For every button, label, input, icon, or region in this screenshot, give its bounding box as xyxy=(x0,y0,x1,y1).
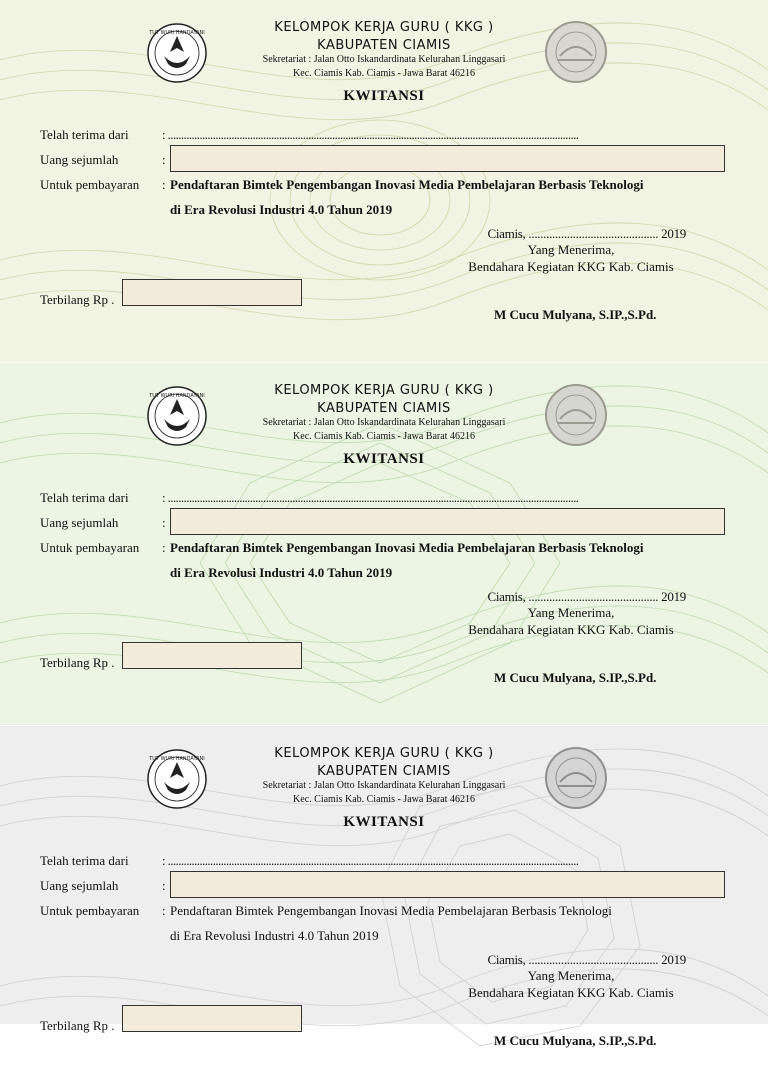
org-name: KELOMPOK KERJA GURU ( KKG ) xyxy=(274,20,494,35)
receiver-role: Bendahara Kegiatan KKG Kab. Ciamis xyxy=(468,985,674,1000)
signer-name: M Cucu Mulyana, S.IP.,S.Pd. xyxy=(494,670,657,685)
received-from-field[interactable]: : ........................................................................................................................................................... xyxy=(162,490,579,505)
purpose-line-1: Pendaftaran Bimtek Pengembangan Inovasi Media Pembelajaran Berbasis Teknologi xyxy=(170,540,644,555)
address-line-1: Sekretariat : Jalan Otto Iskandardinata Kelurahan Linggasari xyxy=(262,417,506,428)
receiver-role: Bendahara Kegiatan KKG Kab. Ciamis xyxy=(468,622,674,637)
signer-name: M Cucu Mulyana, S.IP.,S.Pd. xyxy=(494,1033,657,1048)
purpose-line-2: di Era Revolusi Industri 4.0 Tahun 2019 xyxy=(170,565,393,580)
city-date: Ciamis, ............................................ 2019 xyxy=(487,226,686,241)
document-title: KWITANSI xyxy=(343,88,425,104)
svg-text:TUT WURI HANDAYANI: TUT WURI HANDAYANI xyxy=(149,393,205,399)
receiver-label: Yang Menerima, xyxy=(527,242,615,257)
address-line-1: Sekretariat : Jalan Otto Iskandardinata Kelurahan Linggasari xyxy=(262,780,506,791)
receipt-3 xyxy=(0,726,768,1048)
received-from-field[interactable]: : ........................................................................................................................................................... xyxy=(162,127,579,142)
amount-label: Uang sejumlah xyxy=(40,152,119,167)
org-region: KABUPATEN CIAMIS xyxy=(317,401,451,416)
address-line-2: Kec. Ciamis Kab. Ciamis - Jawa Barat 46216 xyxy=(293,794,475,805)
document-title: KWITANSI xyxy=(343,814,425,830)
address-line-2: Kec. Ciamis Kab. Ciamis - Jawa Barat 46216 xyxy=(293,431,475,442)
purpose-colon: : xyxy=(162,177,166,192)
purpose-label: Untuk pembayaran xyxy=(40,903,140,918)
purpose-label: Untuk pembayaran xyxy=(40,540,140,555)
purpose-line-2: di Era Revolusi Industri 4.0 Tahun 2019 xyxy=(170,202,393,217)
received-from-field[interactable]: : ........................................................................................................................................................... xyxy=(162,853,579,868)
amount-colon: : xyxy=(162,878,166,893)
purpose-label: Untuk pembayaran xyxy=(40,177,140,192)
amount-input-box[interactable] xyxy=(170,871,725,898)
purpose-colon: : xyxy=(162,540,166,555)
terbilang-label: Terbilang Rp . xyxy=(40,1018,115,1033)
amount-label: Uang sejumlah xyxy=(40,515,119,530)
terbilang-input-box[interactable] xyxy=(122,279,302,306)
tut-wuri-handayani-logo xyxy=(146,748,208,810)
received-from-label: Telah terima dari xyxy=(40,853,129,868)
terbilang-input-box[interactable] xyxy=(122,1005,302,1032)
receipt-2 xyxy=(0,363,768,725)
org-name: KELOMPOK KERJA GURU ( KKG ) xyxy=(274,383,494,398)
org-region: KABUPATEN CIAMIS xyxy=(317,764,451,779)
amount-input-box[interactable] xyxy=(170,508,725,535)
tut-wuri-handayani-logo xyxy=(146,22,208,84)
amount-label: Uang sejumlah xyxy=(40,878,119,893)
received-from-label: Telah terima dari xyxy=(40,490,129,505)
purpose-colon: : xyxy=(162,903,166,918)
address-line-2: Kec. Ciamis Kab. Ciamis - Jawa Barat 46216 xyxy=(293,68,475,79)
address-line-1: Sekretariat : Jalan Otto Iskandardinata Kelurahan Linggasari xyxy=(262,54,506,65)
receiver-label: Yang Menerima, xyxy=(527,605,615,620)
terbilang-label: Terbilang Rp . xyxy=(40,292,115,307)
purpose-line-1: Pendaftaran Bimtek Pengembangan Inovasi Media Pembelajaran Berbasis Teknologi xyxy=(170,903,612,918)
receipt-1 xyxy=(0,0,768,362)
org-region: KABUPATEN CIAMIS xyxy=(317,38,451,53)
amount-colon: : xyxy=(162,152,166,167)
document-title: KWITANSI xyxy=(343,451,425,467)
svg-text:TUT WURI HANDAYANI: TUT WURI HANDAYANI xyxy=(149,30,205,36)
amount-input-box[interactable] xyxy=(170,145,725,172)
city-date: Ciamis, ............................................ 2019 xyxy=(487,952,686,967)
terbilang-label: Terbilang Rp . xyxy=(40,655,115,670)
receiver-label: Yang Menerima, xyxy=(527,968,615,983)
purpose-line-2: di Era Revolusi Industri 4.0 Tahun 2019 xyxy=(170,928,379,943)
tut-wuri-handayani-logo xyxy=(146,385,208,447)
svg-text:TUT WURI HANDAYANI: TUT WURI HANDAYANI xyxy=(149,756,205,762)
amount-colon: : xyxy=(162,515,166,530)
org-name: KELOMPOK KERJA GURU ( KKG ) xyxy=(274,746,494,761)
city-date: Ciamis, ............................................ 2019 xyxy=(487,589,686,604)
purpose-line-1: Pendaftaran Bimtek Pengembangan Inovasi Media Pembelajaran Berbasis Teknologi xyxy=(170,177,644,192)
received-from-label: Telah terima dari xyxy=(40,127,129,142)
receiver-role: Bendahara Kegiatan KKG Kab. Ciamis xyxy=(468,259,674,274)
terbilang-input-box[interactable] xyxy=(122,642,302,669)
signer-name: M Cucu Mulyana, S.IP.,S.Pd. xyxy=(494,307,657,322)
